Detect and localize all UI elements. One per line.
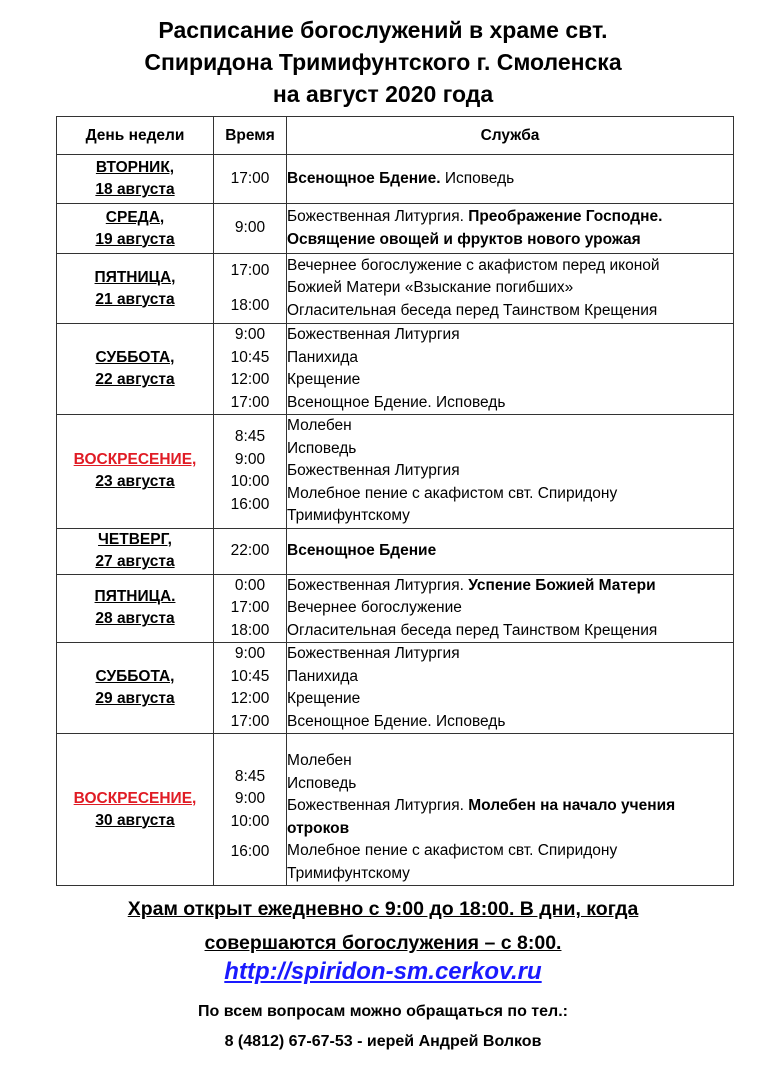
time-value: 16:00: [230, 495, 270, 513]
table-row: [57, 574, 734, 643]
service-text-bold: Всенощное Бдение: [287, 541, 437, 559]
service-text: Божественная Литургия.: [287, 208, 469, 225]
service-text: Божественная Литургия.: [287, 576, 469, 594]
day-date: 23 августа: [95, 473, 175, 491]
time-cell: [214, 324, 287, 415]
spacer: [214, 833, 286, 841]
day-name: СРЕДА,: [105, 208, 165, 226]
service-line: [287, 483, 733, 506]
day-name: ЧЕТВЕРГ,: [98, 531, 172, 548]
table-row: [57, 155, 734, 204]
service-text: Исповедь: [287, 439, 357, 457]
service-line: [287, 168, 733, 191]
service-line: [287, 392, 733, 415]
time-value: 17:00: [230, 712, 270, 730]
time-value: 22:00: [230, 541, 270, 559]
day-date: 22 августа: [95, 371, 175, 388]
service-line: [287, 415, 733, 438]
service-line: [287, 666, 733, 689]
title-line-3: на август 2020 года: [272, 81, 494, 107]
service-text: Всенощное Бдение. Исповедь: [287, 393, 506, 411]
service-text-bold: Преображение Господне.: [468, 208, 663, 225]
service-text: Молебное пение с акафистом свт. Спиридону: [287, 842, 618, 859]
day-cell: [57, 415, 214, 529]
page-title: [0, 14, 766, 110]
day-date: 18 августа: [95, 181, 175, 198]
service-text-bold: Успение Божией Матери: [468, 576, 656, 594]
open-hours-line-1: Храм открыт ежедневно с 9:00 до 18:00. В дни, когда: [127, 898, 639, 920]
service-cell: [287, 204, 734, 254]
table-row: [57, 643, 734, 734]
contact-info: [0, 997, 766, 1057]
service-line: [287, 863, 733, 886]
day-cell: [57, 734, 214, 886]
title-line-2: Спиридона Тримифунтского г. Смоленска: [144, 49, 622, 75]
time-value: 17:00: [230, 169, 270, 187]
day-date: 21 августа: [95, 290, 175, 308]
service-text: Молебное пение с акафистом свт. Спиридону: [287, 484, 618, 502]
service-cell: [287, 155, 734, 204]
service-line: [287, 688, 733, 711]
service-text: Всенощное Бдение. Исповедь: [287, 712, 506, 730]
time-value: 8:45: [234, 428, 266, 446]
time-value: 9:00: [234, 645, 266, 662]
service-line: [287, 540, 733, 563]
contact-line-1: По всем вопросам можно обращаться по тел.:: [198, 1003, 568, 1020]
service-cell: [287, 324, 734, 415]
service-line: [287, 460, 733, 483]
day-name: ПЯТНИЦА.: [94, 588, 176, 606]
time-value: 0:00: [234, 576, 266, 594]
service-line: [287, 840, 733, 863]
day-date: 28 августа: [95, 610, 175, 628]
time-value: 18:00: [230, 296, 270, 314]
day-cell: [57, 204, 214, 254]
service-text: Панихида: [287, 348, 359, 366]
service-line: [287, 643, 733, 666]
time-cell: [214, 254, 287, 324]
service-text: Божественная Литургия: [287, 645, 460, 662]
website-link[interactable]: http://spiridon-sm.cerkov.ru: [224, 958, 542, 985]
time-value: 9:00: [234, 326, 266, 343]
day-name: СУББОТА,: [95, 668, 175, 685]
schedule-table: [56, 116, 734, 886]
spacer: [214, 283, 286, 295]
day-name: ПЯТНИЦА,: [94, 268, 176, 286]
table-header-row: [57, 117, 734, 155]
day-name: ВТОРНИК,: [95, 159, 175, 176]
service-cell: [287, 415, 734, 529]
service-line: [287, 347, 733, 370]
service-line: [287, 324, 733, 347]
time-value: 9:00: [234, 219, 266, 237]
service-cell: [287, 734, 734, 886]
service-text: Крещение: [287, 690, 361, 707]
day-cell: [57, 155, 214, 204]
service-text: Вечернее богослужение: [287, 599, 462, 616]
time-cell: [214, 734, 287, 886]
time-value: 9:00: [234, 450, 266, 468]
service-text: Молебен: [287, 752, 352, 769]
time-cell: [214, 204, 287, 254]
service-cell: [287, 574, 734, 643]
time-value: 17:00: [230, 599, 270, 616]
service-cell: [287, 528, 734, 574]
service-text: Огласительная беседа перед Таинством Крещения: [287, 621, 658, 639]
time-value: 9:00: [234, 790, 266, 807]
contact-line-2: 8 (4812) 67-67-53 - иерей Андрей Волков: [224, 1033, 542, 1050]
service-text: Крещение: [287, 371, 361, 388]
time-cell: [214, 574, 287, 643]
service-text: Божественная Литургия.: [287, 797, 469, 814]
service-text: Молебен: [287, 417, 352, 434]
service-line: [287, 255, 733, 278]
service-cell: [287, 254, 734, 324]
table-row: [57, 415, 734, 529]
table-row: [57, 204, 734, 254]
time-value: 8:45: [234, 767, 266, 785]
service-line: [287, 795, 733, 818]
open-hours-line-2: совершаются богослужения – с 8:00.: [204, 932, 562, 954]
day-date: 27 августа: [95, 553, 175, 570]
table-row: [57, 734, 734, 886]
service-line: [287, 438, 733, 461]
day-name: СУББОТА,: [95, 349, 175, 366]
service-line: [287, 300, 733, 323]
day-cell: [57, 574, 214, 643]
service-text-bold: Молебен на начало учения: [468, 797, 676, 814]
service-line: [287, 711, 733, 734]
service-line: [287, 206, 733, 229]
time-value: 10:00: [230, 812, 270, 830]
time-value: 17:00: [230, 393, 270, 411]
service-text: Тримифунтскому: [287, 864, 410, 882]
time-value: 16:00: [230, 843, 270, 860]
day-date: 19 августа: [95, 230, 175, 248]
service-text: Исповедь: [440, 169, 515, 187]
time-value: 17:00: [230, 262, 270, 279]
time-value: 12:00: [230, 690, 270, 707]
time-value: 10:45: [230, 348, 270, 366]
day-cell: [57, 528, 214, 574]
service-line: [287, 818, 733, 841]
service-text: Панихида: [287, 667, 359, 685]
time-cell: [214, 415, 287, 529]
table-row: [57, 324, 734, 415]
table-row: [57, 254, 734, 324]
service-text: Огласительная беседа перед Таинством Крещения: [287, 301, 658, 319]
service-line: [287, 750, 733, 773]
service-line: [287, 229, 733, 252]
service-text: Исповедь: [287, 774, 357, 792]
time-value: 12:00: [230, 371, 270, 388]
service-text: Божией Матери «Взыскание погибших»: [287, 279, 574, 297]
time-value: 10:45: [230, 667, 270, 685]
service-text: Божественная Литургия: [287, 326, 460, 343]
title-line-1: Расписание богослужений в храме свт.: [158, 17, 608, 43]
day-cell: [57, 643, 214, 734]
schedule-body: [57, 155, 734, 886]
service-line: [287, 369, 733, 392]
open-hours-note: [0, 892, 766, 960]
time-cell: [214, 155, 287, 204]
service-text-bold: Освящение овощей и фруктов нового урожая: [287, 230, 641, 248]
service-line: [287, 597, 733, 620]
day-date: 29 августа: [95, 690, 175, 707]
service-line: [287, 575, 733, 598]
time-cell: [214, 528, 287, 574]
header-time: Время: [214, 117, 287, 155]
service-line: [287, 773, 733, 796]
day-date: 30 августа: [95, 811, 175, 829]
service-line: [287, 505, 733, 528]
day-name: ВОСКРЕСЕНИЕ,: [73, 789, 197, 807]
service-text: Вечернее богослужение с акафистом перед иконой: [287, 256, 660, 274]
day-name: ВОСКРЕСЕНИЕ,: [73, 451, 197, 469]
time-value: 18:00: [230, 621, 270, 639]
time-cell: [214, 643, 287, 734]
time-value: 10:00: [230, 473, 270, 491]
day-cell: [57, 254, 214, 324]
service-line: [287, 620, 733, 643]
day-cell: [57, 324, 214, 415]
service-line: [287, 277, 733, 300]
header-day: День недели: [57, 117, 214, 155]
service-text: Божественная Литургия: [287, 462, 460, 479]
service-text-bold: Всенощное Бдение.: [287, 169, 441, 187]
table-row: [57, 528, 734, 574]
service-text: Тримифунтскому: [287, 507, 410, 524]
service-text-bold: отроков: [287, 819, 350, 837]
header-service: Служба: [287, 117, 734, 155]
service-cell: [287, 643, 734, 734]
